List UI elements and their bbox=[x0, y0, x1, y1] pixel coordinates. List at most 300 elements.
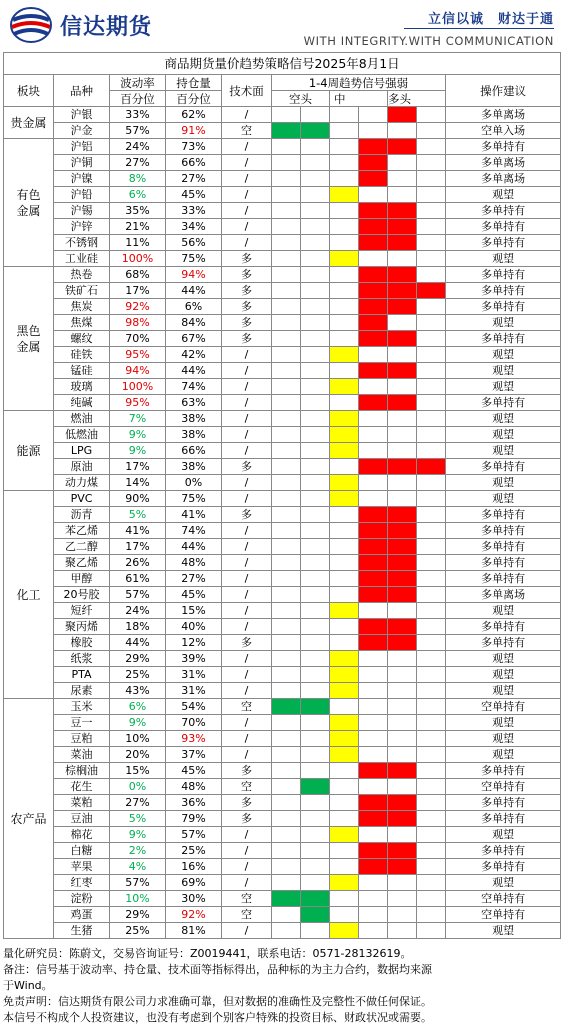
signal-strength-cell bbox=[417, 539, 446, 555]
open-interest-percentile-cell: 38% bbox=[166, 427, 222, 443]
open-interest-percentile-cell: 74% bbox=[166, 523, 222, 539]
signal-strength-cell bbox=[359, 715, 388, 731]
table-row bbox=[4, 523, 561, 539]
advice-cell: 多单持有 bbox=[446, 635, 561, 651]
product-cell: 沪铜 bbox=[54, 155, 110, 171]
signal-strength-cell bbox=[272, 107, 301, 123]
signal-strength-cell bbox=[301, 603, 330, 619]
signal-strength-cell bbox=[388, 459, 417, 475]
sector-cell: 能源 bbox=[4, 411, 54, 491]
technical-cell: / bbox=[222, 667, 272, 683]
advice-cell: 多单持有 bbox=[446, 507, 561, 523]
report-header bbox=[0, 0, 564, 52]
open-interest-percentile-cell: 36% bbox=[166, 795, 222, 811]
signal-strength-cell bbox=[301, 683, 330, 699]
signal-strength-cell bbox=[272, 651, 301, 667]
product-cell: 热卷 bbox=[54, 267, 110, 283]
open-interest-percentile-cell: 44% bbox=[166, 283, 222, 299]
signal-strength-cell bbox=[388, 571, 417, 587]
volatility-percentile-cell: 68% bbox=[110, 267, 166, 283]
table-row bbox=[4, 603, 561, 619]
signal-strength-cell bbox=[388, 587, 417, 603]
signal-strength-cell bbox=[388, 235, 417, 251]
advice-cell: 观望 bbox=[446, 667, 561, 683]
open-interest-percentile-cell: 92% bbox=[166, 907, 222, 923]
signal-strength-cell bbox=[417, 779, 446, 795]
signal-strength-cell bbox=[417, 699, 446, 715]
advice-cell: 多单持有 bbox=[446, 267, 561, 283]
technical-cell: 多 bbox=[222, 331, 272, 347]
signal-strength-cell bbox=[359, 299, 388, 315]
signal-strength-cell bbox=[301, 827, 330, 843]
volatility-percentile-cell: 11% bbox=[110, 235, 166, 251]
signal-strength-cell bbox=[330, 859, 359, 875]
table-row bbox=[4, 507, 561, 523]
open-interest-percentile-cell: 66% bbox=[166, 443, 222, 459]
signal-strength-cell bbox=[359, 843, 388, 859]
signal-strength-cell bbox=[272, 123, 301, 139]
signal-strength-cell bbox=[330, 603, 359, 619]
advice-cell: 多单持有 bbox=[446, 763, 561, 779]
technical-cell: 空 bbox=[222, 699, 272, 715]
product-cell: 不锈钢 bbox=[54, 235, 110, 251]
signal-strength-cell bbox=[359, 187, 388, 203]
signal-strength-cell bbox=[301, 923, 330, 939]
volatility-percentile-cell: 17% bbox=[110, 283, 166, 299]
volatility-percentile-cell: 2% bbox=[110, 843, 166, 859]
signal-strength-cell bbox=[417, 571, 446, 587]
technical-cell: 空 bbox=[222, 123, 272, 139]
header-short: 空头 bbox=[272, 91, 330, 107]
signal-strength-cell bbox=[417, 347, 446, 363]
volatility-percentile-cell: 4% bbox=[110, 859, 166, 875]
signal-strength-cell bbox=[359, 875, 388, 891]
technical-cell: 多 bbox=[222, 299, 272, 315]
product-cell: 动力煤 bbox=[54, 475, 110, 491]
volatility-percentile-cell: 9% bbox=[110, 427, 166, 443]
signal-strength-cell bbox=[359, 587, 388, 603]
signal-strength-cell bbox=[388, 507, 417, 523]
signal-strength-cell bbox=[388, 267, 417, 283]
table-row bbox=[4, 363, 561, 379]
table-row bbox=[4, 923, 561, 939]
signal-strength-cell bbox=[272, 779, 301, 795]
technical-cell: / bbox=[222, 491, 272, 507]
volatility-percentile-cell: 100% bbox=[110, 251, 166, 267]
signal-strength-cell bbox=[417, 139, 446, 155]
signal-strength-cell bbox=[388, 523, 417, 539]
signal-strength-cell bbox=[388, 379, 417, 395]
signal-strength-cell bbox=[417, 411, 446, 427]
technical-cell: 多 bbox=[222, 459, 272, 475]
advice-cell: 多单持有 bbox=[446, 571, 561, 587]
product-cell: 短纤 bbox=[54, 603, 110, 619]
signal-strength-cell bbox=[388, 123, 417, 139]
technical-cell: / bbox=[222, 571, 272, 587]
signal-strength-cell bbox=[272, 699, 301, 715]
technical-cell: / bbox=[222, 859, 272, 875]
open-interest-percentile-cell: 12% bbox=[166, 635, 222, 651]
volatility-percentile-cell: 24% bbox=[110, 603, 166, 619]
table-row bbox=[4, 123, 561, 139]
signal-strength-cell bbox=[359, 507, 388, 523]
product-cell: 苹果 bbox=[54, 859, 110, 875]
product-cell: 硅铁 bbox=[54, 347, 110, 363]
signal-strength-cell bbox=[272, 603, 301, 619]
header-product: 品种 bbox=[54, 75, 110, 107]
open-interest-percentile-cell: 25% bbox=[166, 843, 222, 859]
signal-strength-cell bbox=[417, 747, 446, 763]
open-interest-percentile-cell: 66% bbox=[166, 155, 222, 171]
signal-strength-cell bbox=[388, 443, 417, 459]
signal-strength-cell bbox=[330, 875, 359, 891]
signal-strength-cell bbox=[417, 635, 446, 651]
signal-strength-cell bbox=[301, 139, 330, 155]
table-row bbox=[4, 235, 561, 251]
volatility-percentile-cell: 95% bbox=[110, 395, 166, 411]
signal-strength-cell bbox=[417, 283, 446, 299]
advice-cell: 多单持有 bbox=[446, 235, 561, 251]
company-logo bbox=[8, 6, 152, 44]
signal-strength-cell bbox=[301, 171, 330, 187]
technical-cell: 多 bbox=[222, 251, 272, 267]
table-row bbox=[4, 795, 561, 811]
signal-strength-cell bbox=[301, 363, 330, 379]
technical-cell: 多 bbox=[222, 763, 272, 779]
signal-strength-cell bbox=[388, 315, 417, 331]
open-interest-percentile-cell: 34% bbox=[166, 219, 222, 235]
signal-strength-cell bbox=[272, 411, 301, 427]
table-row bbox=[4, 107, 561, 123]
technical-cell: 多 bbox=[222, 507, 272, 523]
volatility-percentile-cell: 57% bbox=[110, 875, 166, 891]
technical-cell: 多 bbox=[222, 635, 272, 651]
advice-cell: 多单持有 bbox=[446, 795, 561, 811]
advice-cell: 空单持有 bbox=[446, 907, 561, 923]
signal-strength-cell bbox=[272, 811, 301, 827]
product-cell: 棉花 bbox=[54, 827, 110, 843]
product-cell: 沪金 bbox=[54, 123, 110, 139]
signal-strength-cell bbox=[359, 395, 388, 411]
signal-strength-cell bbox=[359, 779, 388, 795]
advice-cell: 多单持有 bbox=[446, 539, 561, 555]
advice-cell: 多单持有 bbox=[446, 523, 561, 539]
volatility-percentile-cell: 10% bbox=[110, 731, 166, 747]
product-cell: 白糖 bbox=[54, 843, 110, 859]
signal-strength-cell bbox=[272, 363, 301, 379]
signal-strength-cell bbox=[417, 683, 446, 699]
signal-strength-cell bbox=[330, 619, 359, 635]
table-row bbox=[4, 715, 561, 731]
signal-strength-cell bbox=[272, 443, 301, 459]
open-interest-percentile-cell: 30% bbox=[166, 891, 222, 907]
header-volatility-percentile: 百分位 bbox=[110, 91, 166, 107]
product-cell: 甲醇 bbox=[54, 571, 110, 587]
signal-strength-cell bbox=[417, 555, 446, 571]
open-interest-percentile-cell: 69% bbox=[166, 875, 222, 891]
signal-strength-cell bbox=[272, 539, 301, 555]
signal-strength-cell bbox=[330, 107, 359, 123]
header-long: 多头 bbox=[388, 91, 446, 107]
product-cell: 聚丙烯 bbox=[54, 619, 110, 635]
advice-cell: 观望 bbox=[446, 411, 561, 427]
signal-strength-cell bbox=[272, 763, 301, 779]
signal-strength-cell bbox=[301, 491, 330, 507]
product-cell: 红枣 bbox=[54, 875, 110, 891]
signal-strength-cell bbox=[272, 283, 301, 299]
volatility-percentile-cell: 92% bbox=[110, 299, 166, 315]
volatility-percentile-cell: 94% bbox=[110, 363, 166, 379]
open-interest-percentile-cell: 39% bbox=[166, 651, 222, 667]
signal-strength-cell bbox=[301, 155, 330, 171]
footnotes bbox=[3, 946, 560, 1026]
signal-strength-cell bbox=[330, 827, 359, 843]
open-interest-percentile-cell: 48% bbox=[166, 779, 222, 795]
signal-strength-cell bbox=[272, 875, 301, 891]
advice-cell: 多单持有 bbox=[446, 811, 561, 827]
signal-strength-cell bbox=[330, 235, 359, 251]
signal-strength-cell bbox=[359, 459, 388, 475]
advice-cell: 观望 bbox=[446, 827, 561, 843]
signal-strength-cell bbox=[388, 219, 417, 235]
signal-strength-cell bbox=[272, 747, 301, 763]
signal-strength-cell bbox=[388, 811, 417, 827]
signal-strength-cell bbox=[388, 555, 417, 571]
sector-cell: 化工 bbox=[4, 491, 54, 699]
signal-strength-cell bbox=[417, 219, 446, 235]
product-cell: 鸡蛋 bbox=[54, 907, 110, 923]
volatility-percentile-cell: 5% bbox=[110, 507, 166, 523]
signal-strength-cell bbox=[301, 475, 330, 491]
signal-strength-cell bbox=[388, 283, 417, 299]
technical-cell: / bbox=[222, 395, 272, 411]
note-disclaimer: 免责声明：信达期货有限公司力求准确可靠，但对数据的准确性及完整性不做任何保证。 bbox=[3, 995, 432, 1008]
signal-strength-cell bbox=[330, 635, 359, 651]
volatility-percentile-cell: 61% bbox=[110, 571, 166, 587]
open-interest-percentile-cell: 27% bbox=[166, 571, 222, 587]
signal-strength-cell bbox=[417, 827, 446, 843]
volatility-percentile-cell: 57% bbox=[110, 587, 166, 603]
signal-strength-cell bbox=[330, 187, 359, 203]
signal-strength-cell bbox=[359, 651, 388, 667]
table-row bbox=[4, 155, 561, 171]
signal-strength-cell bbox=[388, 491, 417, 507]
technical-cell: / bbox=[222, 187, 272, 203]
volatility-percentile-cell: 29% bbox=[110, 907, 166, 923]
signal-strength-cell bbox=[359, 619, 388, 635]
advice-cell: 观望 bbox=[446, 715, 561, 731]
technical-cell: / bbox=[222, 683, 272, 699]
header-technical: 技术面 bbox=[222, 75, 272, 107]
signal-strength-cell bbox=[330, 251, 359, 267]
signal-strength-cell bbox=[330, 779, 359, 795]
technical-cell: 多 bbox=[222, 811, 272, 827]
signal-strength-cell bbox=[330, 683, 359, 699]
volatility-percentile-cell: 8% bbox=[110, 171, 166, 187]
signal-strength-cell bbox=[359, 923, 388, 939]
technical-cell: / bbox=[222, 555, 272, 571]
advice-cell: 观望 bbox=[446, 651, 561, 667]
signal-strength-cell bbox=[301, 859, 330, 875]
advice-cell: 多单持有 bbox=[446, 203, 561, 219]
signal-strength-cell bbox=[388, 747, 417, 763]
table-row bbox=[4, 347, 561, 363]
signal-strength-cell bbox=[388, 859, 417, 875]
product-cell: 沪锌 bbox=[54, 219, 110, 235]
signal-strength-cell bbox=[330, 811, 359, 827]
signal-strength-cell bbox=[330, 347, 359, 363]
signal-strength-cell bbox=[272, 379, 301, 395]
signal-strength-cell bbox=[388, 715, 417, 731]
open-interest-percentile-cell: 45% bbox=[166, 587, 222, 603]
signal-strength-cell bbox=[272, 203, 301, 219]
product-cell: 20号胶 bbox=[54, 587, 110, 603]
signal-strength-cell bbox=[301, 747, 330, 763]
sector-cell: 黑色 金属 bbox=[4, 267, 54, 411]
volatility-percentile-cell: 20% bbox=[110, 747, 166, 763]
advice-cell: 多单持有 bbox=[446, 283, 561, 299]
signal-strength-cell bbox=[301, 395, 330, 411]
signal-strength-cell bbox=[359, 555, 388, 571]
open-interest-percentile-cell: 63% bbox=[166, 395, 222, 411]
signal-strength-cell bbox=[301, 267, 330, 283]
advice-cell: 多单持有 bbox=[446, 859, 561, 875]
signal-strength-cell bbox=[330, 491, 359, 507]
product-cell: 花生 bbox=[54, 779, 110, 795]
signal-strength-cell bbox=[272, 235, 301, 251]
table-row bbox=[4, 555, 561, 571]
signal-strength-cell bbox=[388, 683, 417, 699]
signal-strength-cell bbox=[359, 795, 388, 811]
signal-strength-cell bbox=[388, 923, 417, 939]
table-row bbox=[4, 443, 561, 459]
volatility-percentile-cell: 15% bbox=[110, 763, 166, 779]
volatility-percentile-cell: 26% bbox=[110, 555, 166, 571]
table-row bbox=[4, 331, 561, 347]
product-cell: 低燃油 bbox=[54, 427, 110, 443]
signal-strength-cell bbox=[301, 619, 330, 635]
product-cell: 玻璃 bbox=[54, 379, 110, 395]
sector-cell: 农产品 bbox=[4, 699, 54, 939]
signal-strength-cell bbox=[417, 795, 446, 811]
signal-strength-cell bbox=[359, 443, 388, 459]
signal-strength-cell bbox=[301, 795, 330, 811]
signal-strength-cell bbox=[388, 187, 417, 203]
volatility-percentile-cell: 5% bbox=[110, 811, 166, 827]
advice-cell: 观望 bbox=[446, 475, 561, 491]
product-cell: 沥青 bbox=[54, 507, 110, 523]
open-interest-percentile-cell: 38% bbox=[166, 411, 222, 427]
volatility-percentile-cell: 18% bbox=[110, 619, 166, 635]
product-cell: 玉米 bbox=[54, 699, 110, 715]
technical-cell: / bbox=[222, 443, 272, 459]
product-cell: 沪铝 bbox=[54, 139, 110, 155]
signal-strength-cell bbox=[388, 155, 417, 171]
volatility-percentile-cell: 35% bbox=[110, 203, 166, 219]
product-cell: 沪镍 bbox=[54, 171, 110, 187]
volatility-percentile-cell: 10% bbox=[110, 891, 166, 907]
signal-strength-cell bbox=[417, 363, 446, 379]
open-interest-percentile-cell: 38% bbox=[166, 459, 222, 475]
signal-strength-cell bbox=[388, 331, 417, 347]
table-row bbox=[4, 299, 561, 315]
advice-cell: 观望 bbox=[446, 875, 561, 891]
advice-cell: 观望 bbox=[446, 427, 561, 443]
product-cell: 豆粕 bbox=[54, 731, 110, 747]
signal-strength-cell bbox=[330, 395, 359, 411]
signal-strength-cell bbox=[388, 795, 417, 811]
product-cell: 苯乙烯 bbox=[54, 523, 110, 539]
advice-cell: 观望 bbox=[446, 923, 561, 939]
signal-strength-cell bbox=[388, 411, 417, 427]
technical-cell: / bbox=[222, 171, 272, 187]
advice-cell: 多单离场 bbox=[446, 155, 561, 171]
technical-cell: / bbox=[222, 219, 272, 235]
signal-strength-cell bbox=[301, 635, 330, 651]
signal-strength-cell bbox=[359, 219, 388, 235]
volatility-percentile-cell: 90% bbox=[110, 491, 166, 507]
signal-strength-cell bbox=[272, 155, 301, 171]
volatility-percentile-cell: 98% bbox=[110, 315, 166, 331]
signal-strength-cell bbox=[388, 171, 417, 187]
signal-strength-cell bbox=[388, 619, 417, 635]
signal-strength-cell bbox=[330, 315, 359, 331]
signal-strength-cell bbox=[301, 331, 330, 347]
signal-strength-cell bbox=[417, 187, 446, 203]
signal-strength-cell bbox=[330, 571, 359, 587]
signal-strength-cell bbox=[359, 635, 388, 651]
open-interest-percentile-cell: 27% bbox=[166, 171, 222, 187]
open-interest-percentile-cell: 31% bbox=[166, 667, 222, 683]
signal-strength-cell bbox=[417, 619, 446, 635]
product-cell: LPG bbox=[54, 443, 110, 459]
advice-cell: 观望 bbox=[446, 379, 561, 395]
signal-strength-cell bbox=[301, 107, 330, 123]
signal-strength-cell bbox=[359, 827, 388, 843]
signal-strength-cell bbox=[301, 843, 330, 859]
product-cell: 淀粉 bbox=[54, 891, 110, 907]
signal-strength-cell bbox=[417, 203, 446, 219]
open-interest-percentile-cell: 40% bbox=[166, 619, 222, 635]
product-cell: 棕榈油 bbox=[54, 763, 110, 779]
signal-strength-cell bbox=[359, 283, 388, 299]
header-sector: 板块 bbox=[4, 75, 54, 107]
table-row bbox=[4, 491, 561, 507]
signal-strength-cell bbox=[330, 267, 359, 283]
note-researcher: 量化研究员：陈蔚文，交易咨询证号：Z0019441，联系电话：0571-28132619。 bbox=[3, 947, 412, 960]
signal-strength-cell bbox=[272, 299, 301, 315]
product-cell: PVC bbox=[54, 491, 110, 507]
signal-strength-cell bbox=[359, 123, 388, 139]
volatility-percentile-cell: 6% bbox=[110, 187, 166, 203]
slogan: 立信以诚 财达于通 bbox=[427, 12, 554, 27]
table-row bbox=[4, 379, 561, 395]
signal-strength-cell bbox=[417, 331, 446, 347]
signal-strength-cell bbox=[272, 251, 301, 267]
technical-cell: 多 bbox=[222, 315, 272, 331]
signal-strength-cell bbox=[272, 507, 301, 523]
advice-cell: 多单持有 bbox=[446, 843, 561, 859]
advice-cell: 多单持有 bbox=[446, 219, 561, 235]
signal-strength-cell bbox=[359, 331, 388, 347]
table-row bbox=[4, 475, 561, 491]
technical-cell: / bbox=[222, 747, 272, 763]
volatility-percentile-cell: 25% bbox=[110, 923, 166, 939]
header-mid: 中 bbox=[330, 91, 388, 107]
signal-strength-cell bbox=[301, 523, 330, 539]
advice-cell: 观望 bbox=[446, 363, 561, 379]
table-row bbox=[4, 267, 561, 283]
